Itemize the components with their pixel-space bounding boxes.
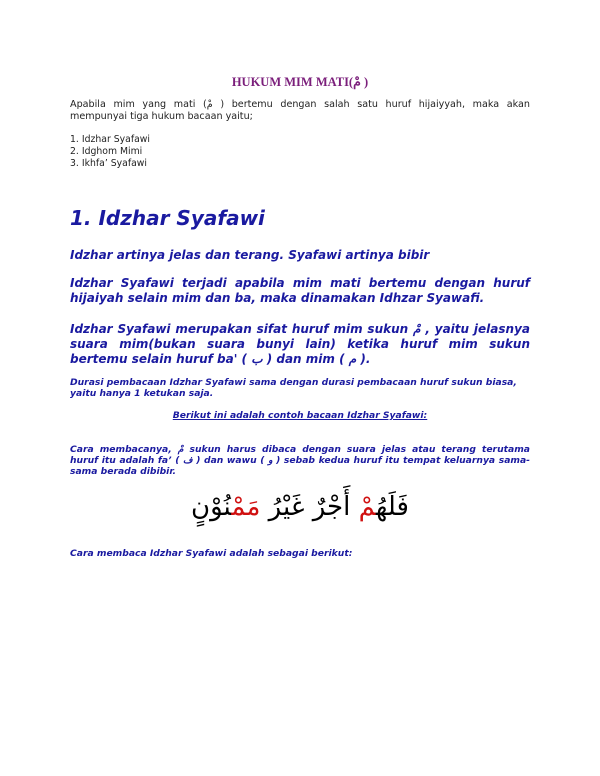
arabic-part: أَجْرٌ غَيْرُ xyxy=(260,492,359,522)
arabic-example xyxy=(0,492,600,522)
arabic-part: نُوْنٍ xyxy=(191,492,232,522)
section-heading: 1. Idzhar Syafawi xyxy=(70,206,265,230)
nature-paragraph: Idzhar Syafawi merupakan sifat huruf mim sukun مْ , yaitu jelasnya suara mim(bukan suara bunyi lain) ketika huruf mim sukun bertemu selain huruf ba' ( ب ) dan mim ( م ). xyxy=(70,322,530,366)
definition-paragraph: Idzhar artinya jelas dan terang. Syafawi artinya bibir xyxy=(70,248,430,262)
arabic-part: فَلَهُ xyxy=(375,492,409,522)
rules-list xyxy=(70,134,150,170)
rule-paragraph: Idzhar Syafawi terjadi apabila mim mati bertemu dengan huruf hijaiyah selain mim dan ba, maka dinamakan Idhzar Syawafi. xyxy=(70,276,530,305)
list-item: 2. Idghom Mimi xyxy=(70,146,143,157)
arabic-highlight: مَمْ xyxy=(231,492,261,522)
intro-paragraph: Apabila mim yang mati (مْ ) bertemu dengan salah satu huruf hijaiyyah, maka akan mempunyai tiga hukum bacaan yaitu; xyxy=(70,99,530,122)
page-title: HUKUM MIM MATI(مْ ) xyxy=(231,75,369,89)
example-link[interactable]: Berikut ini adalah contoh bacaan Idzhar Syafawi: xyxy=(172,410,428,421)
list-item: 1. Idzhar Syafawi xyxy=(70,134,150,145)
reading-paragraph: Cara membacanya, مْ sukun harus dibaca dengan suara jelas atau terang terutama huruf itu adalah fa’ ( ف ) dan wawu ( و ) sebab kedua huruf itu tempat keluarnya sama-sama berada dibibir. xyxy=(70,444,530,477)
method-paragraph: Cara membaca Idzhar Syafawi adalah sebagai berikut: xyxy=(70,548,353,559)
arabic-highlight: مْ xyxy=(358,492,376,522)
duration-paragraph: Durasi pembacaan Idzhar Syafawi sama dengan durasi pembacaan huruf sukun biasa, yaitu hanya 1 ketukan saja. xyxy=(70,377,517,399)
list-item: 3. Ikhfa’ Syafawi xyxy=(70,158,147,169)
